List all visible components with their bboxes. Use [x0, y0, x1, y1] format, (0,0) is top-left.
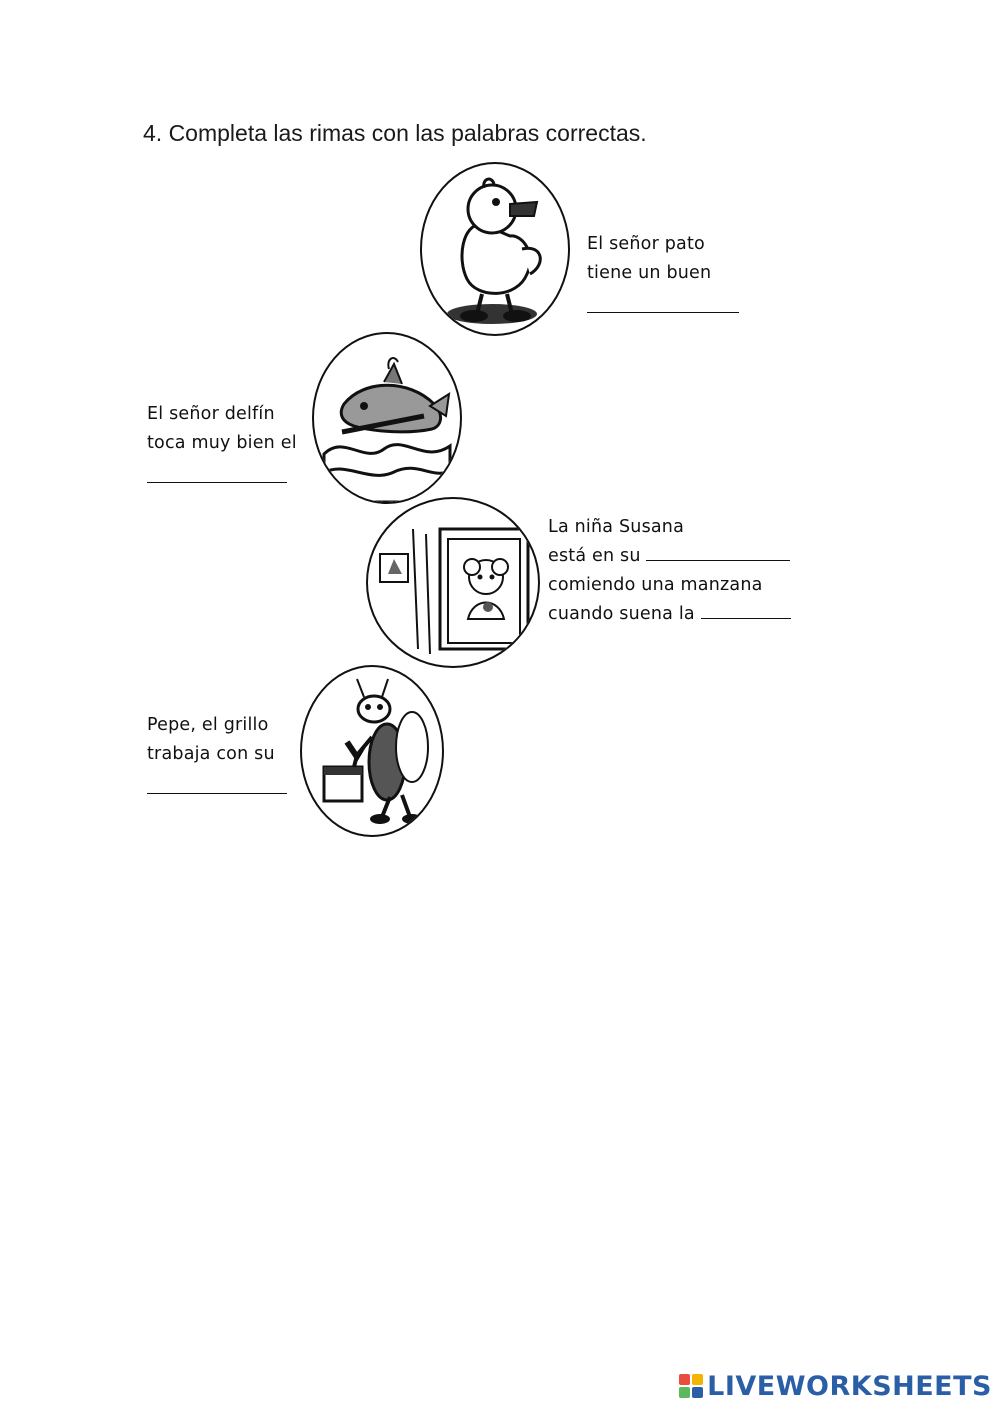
rhyme-delfin [147, 400, 297, 483]
rhyme-line: El señor pato [587, 234, 705, 254]
duck-illustration [420, 162, 570, 336]
rhyme-line: comiendo una manzana [548, 575, 763, 595]
rhyme-line: trabaja con su [147, 744, 275, 764]
rhyme-line [548, 600, 791, 629]
rhyme-line: La niña Susana [548, 517, 685, 537]
dolphin-illustration [312, 332, 462, 504]
rhyme-line [548, 542, 791, 571]
rhyme-line: tiene un buen [587, 263, 712, 283]
rhyme-grillo [147, 711, 287, 794]
liveworksheets-logo [679, 1371, 992, 1401]
cricket-icon [302, 667, 442, 835]
rhyme-line: Pepe, el grillo [147, 715, 269, 735]
girl-window-icon [368, 499, 538, 666]
answer-blank-pato[interactable] [587, 292, 739, 313]
answer-blank-susana-1[interactable] [646, 542, 790, 561]
brand-name: LIVEWORKSHEETS [707, 1370, 992, 1402]
logo-icon [679, 1374, 703, 1398]
exercise-title: 4. Completa las rimas con las palabras correctas. [143, 120, 647, 146]
answer-blank-delfin[interactable] [147, 462, 287, 483]
rhyme-line: El señor delfín [147, 404, 275, 424]
dolphin-icon [314, 334, 460, 502]
duck-icon [422, 164, 568, 334]
cricket-illustration [300, 665, 444, 837]
rhyme-text: está en su [548, 546, 641, 566]
rhyme-pato [587, 230, 739, 313]
rhyme-susana [548, 513, 791, 629]
rhyme-line: toca muy bien el [147, 433, 297, 453]
answer-blank-susana-2[interactable] [701, 600, 791, 619]
rhyme-text: cuando suena la [548, 604, 695, 624]
girl-at-window-illustration [366, 497, 540, 668]
answer-blank-grillo[interactable] [147, 773, 287, 794]
